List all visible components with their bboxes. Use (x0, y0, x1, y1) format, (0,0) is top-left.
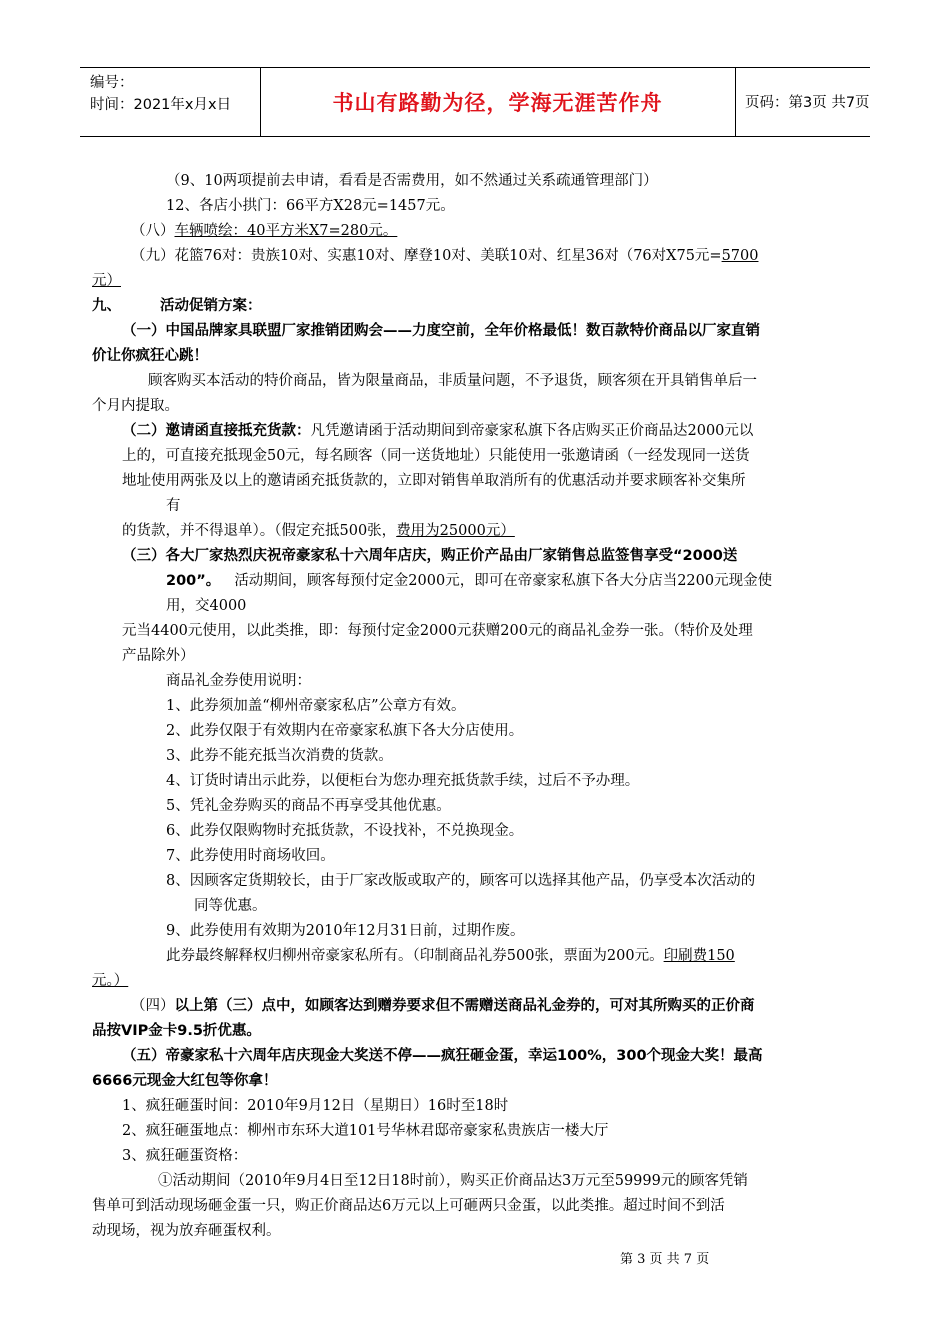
text-line: 元当4400元使用，以此类推，即：每预付定金2000元获赠200元的商品礼金券一张。（特价及处理 (122, 623, 753, 639)
text-line (131, 221, 397, 241)
underlined-text: 5700 (721, 248, 759, 264)
underlined-text: 费用为25000元） (396, 523, 515, 539)
text-line: 动现场，视为放弃砸蛋权利。 (92, 1223, 281, 1239)
time-label: 时间：2021年x月x日 (90, 97, 232, 113)
page-footer: 第 3 页 共 7 页 (620, 1252, 710, 1267)
bold-heading: （三）各大厂家热烈庆祝帝豪家私十六周年店庆，购正价产品由厂家销售总监签售享受“2000送 (122, 548, 738, 564)
list-item: 3、此券不能充抵当次消费的货款。 (166, 748, 393, 764)
text-line: 用，交4000 (166, 598, 247, 614)
text-line (166, 946, 735, 966)
bold-heading: 品按VIP金卡9.5折优惠。 (92, 1023, 261, 1039)
header-divider (735, 68, 736, 136)
text-line: 有 (166, 498, 181, 514)
text-line (131, 996, 755, 1016)
section-heading: 活动促销方案： (160, 298, 262, 314)
text-span: （九）花篮76对：贵族10对、实惠10对、摩登10对、美联10对、红星36对（76对X75元= (131, 248, 722, 264)
text-span: 的货款，并不得退单）。（假定充抵500张， (122, 523, 397, 539)
list-item: 8、因顾客定货期较长，由于厂家改版或取产的，顾客可以选择其他产品，仍享受本次活动的 (166, 873, 756, 889)
text-line (166, 571, 772, 591)
text-line: 商品礼金券使用说明： (166, 673, 311, 689)
text-line (122, 521, 515, 541)
text-line: 顾客购买本活动的特价商品，皆为限量商品，非质量问题，不予退货，顾客须在开具销售单后一 (148, 373, 757, 389)
bold-heading: 6666元现金大红包等你拿！ (92, 1073, 278, 1089)
text-line (131, 246, 758, 266)
text-span: 凡凭邀请函于活动期间到帝豪家私旗下各店购买正价商品达2000元以 (310, 423, 754, 439)
bold-heading: 价让你疯狂心跳！ (92, 348, 208, 364)
bold-heading: （一）中国品牌家具联盟厂家推销团购会——力度空前，全年价格最低！数百款特价商品以厂家直销 (122, 323, 760, 339)
page-header (80, 67, 870, 137)
bold-heading: 200”。 (166, 573, 221, 589)
number-label: 编号： (90, 75, 134, 91)
bold-heading: （五）帝豪家私十六周年店庆现金大奖送不停——疯狂砸金蛋，幸运100%，300个现金大奖！最高 (122, 1048, 763, 1064)
text-line: 12、各店小拱门：66平方X28元=1457元。 (166, 198, 455, 214)
text-span: 活动期间，顾客每预付定金2000元，即可在帝豪家私旗下各大分店当2200元现金使 (234, 573, 773, 589)
underlined-text: 印刷费150 (663, 948, 735, 964)
list-item: 1、疯狂砸蛋时间：2010年9月12日（星期日）16时至18时 (122, 1098, 509, 1114)
text-line: ①活动期间（2010年9月4日至12日18时前），购买正价商品达3万元至59999元的顾客凭销 (158, 1173, 748, 1189)
list-item: 4、订货时请出示此券，以便柜台为您办理充抵货款手续，过后不予办理。 (166, 773, 640, 789)
list-item: 2、疯狂砸蛋地点：柳州市东环大道101号华林君邸帝豪家私贵族店一楼大厅 (122, 1123, 609, 1139)
text-span: 此券最终解释权归柳州帝豪家私所有。（印制商品礼券500张，票面为200元。 (166, 948, 664, 964)
list-item: 1、此券须加盖“柳州帝豪家私店”公章方有效。 (166, 698, 466, 714)
bold-heading: （二）邀请函直接抵充货款： (122, 423, 311, 439)
underlined-text: 元。） (92, 973, 129, 989)
list-item: 9、此券使用有效期为2010年12月31日前，过期作废。 (166, 923, 525, 939)
bold-heading: 以上第（三）点中，如顾客达到赠券要求但不需赠送商品礼金券的，可对其所购买的正价商 (174, 998, 755, 1014)
text-line: 地址使用两张及以上的邀请函充抵货款的，立即对销售单取消所有的优惠活动并要求顾客补交集所 (122, 473, 746, 489)
underlined-text: 车辆喷绘：40平方米X7=280元。 (174, 223, 398, 239)
section-number: （四） (131, 998, 175, 1014)
text-line: （9、10两项提前去申请，看看是否需费用，如不然通过关系疏通管理部门） (166, 173, 658, 189)
underlined-text: 元） (92, 273, 121, 289)
list-item: 6、此券仅限购物时充抵货款，不设找补，不兑换现金。 (166, 823, 524, 839)
text-line: 个月内提取。 (92, 398, 179, 414)
text-line: 售单可到活动现场砸金蛋一只，购正价商品达6万元以上可砸两只金蛋，以此类推。超过时间不到活 (92, 1198, 725, 1214)
list-item: 3、疯狂砸蛋资格： (122, 1148, 248, 1164)
text-line (122, 421, 753, 441)
text-line: 上的，可直接充抵现金50元，每名顾客（同一送货地址）只能使用一张邀请函（一经发现同一送货 (122, 448, 750, 464)
list-item-continued: 同等优惠。 (194, 898, 267, 914)
section-heading-number: 九、 (92, 298, 121, 314)
page-number-label: 页码：第3页 共7页 (745, 95, 870, 111)
text-line: 产品除外） (122, 648, 195, 664)
header-motto: 书山有路勤为径，学海无涯苦作舟 (332, 91, 663, 115)
list-item: 7、此券使用时商场收回。 (166, 848, 335, 864)
list-item: 5、凭礼金券购买的商品不再享受其他优惠。 (166, 798, 451, 814)
section-number: （八） (131, 223, 175, 239)
header-left (90, 72, 231, 116)
list-item: 2、此券仅限于有效期内在帝豪家私旗下各大分店使用。 (166, 723, 524, 739)
